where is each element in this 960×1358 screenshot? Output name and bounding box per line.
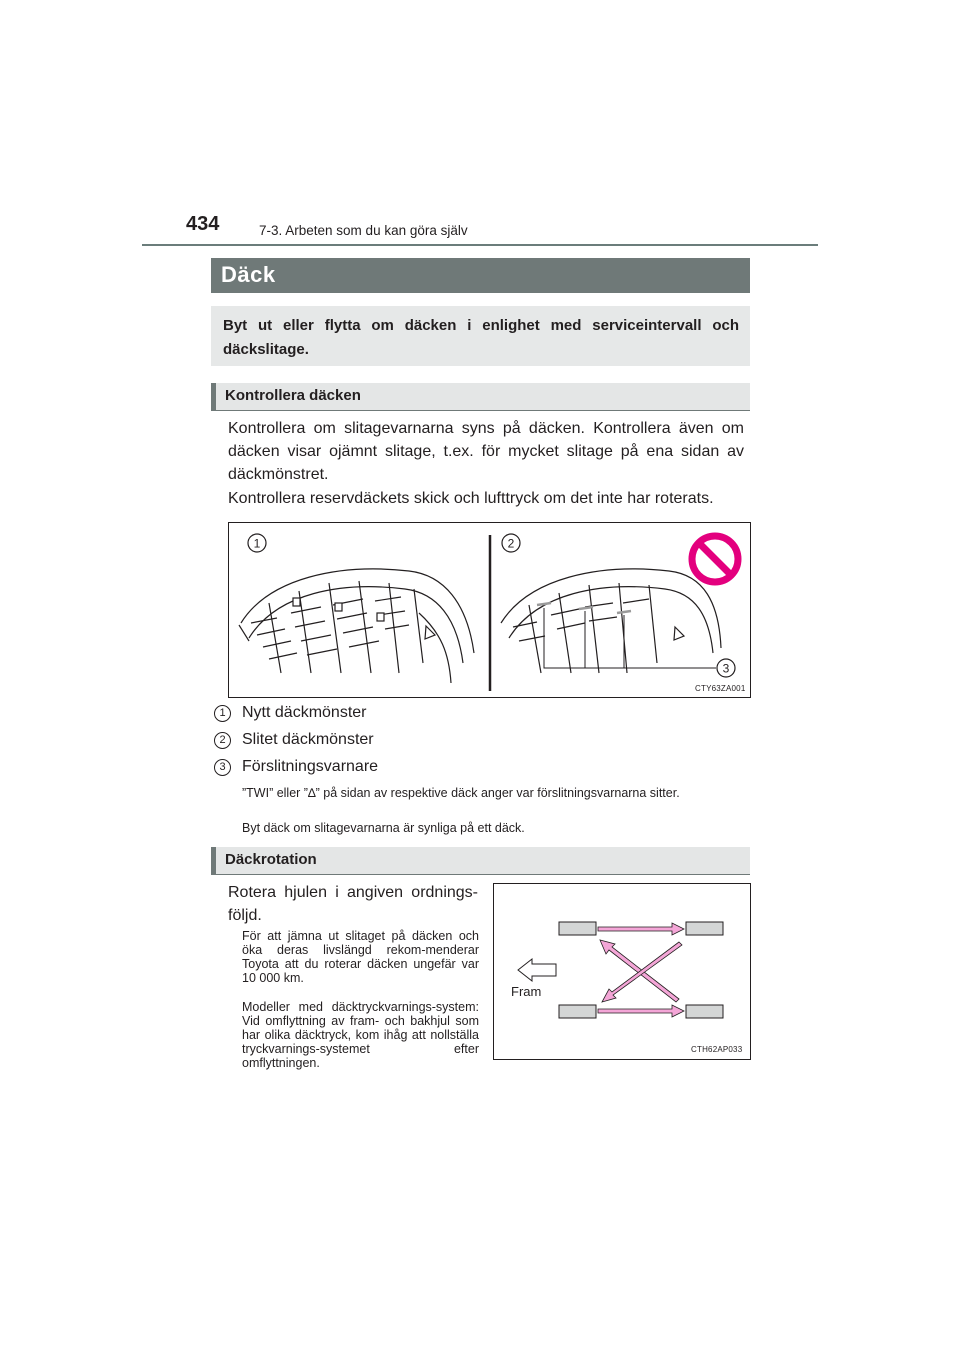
callout-1 [248,534,266,552]
callout-2-label: 2 [507,536,515,551]
legend-number: 2 [214,732,231,749]
rotation-diagram [494,884,750,1059]
rotation-figure-code: CTH62AP033 [691,1045,743,1054]
rotation-note-2: Modeller med däcktryckvarnings-system: Vid omflyttning av fram- och bakhjul som har olika däcktryck, kom ihåg att nollställa tryckvarnings-systemet efter omflyttningen. [242,1000,479,1070]
tread-figure-code: CTY63ZA001 [695,684,746,693]
twi-note: ”TWI” eller ”∆” på sidan av respektive däck anger var förslitningsvarnarna sitter. [242,786,680,800]
wheel-rear-left [559,1005,596,1018]
wheel-rear-right [686,1005,723,1018]
wheel-front-right [686,922,723,935]
header-divider [142,244,818,246]
front-direction-arrow-icon [518,959,556,981]
tread-illustration [229,523,750,697]
new-tread-tire [239,569,474,683]
callout-3-label: 3 [722,661,730,676]
legend-number: 3 [214,759,231,776]
rotation-paragraph: Rotera hjulen i angiven ordnings-följd. [228,884,478,924]
subheading-rotation [211,847,750,875]
subheading-accent [211,847,216,874]
callout-3 [717,659,735,677]
check-paragraph-2: Kontrollera reservdäckets skick och lufttryck om det inte har roterats. [228,490,714,507]
callout-2 [502,534,520,552]
no-entry-icon [692,536,738,582]
worn-tread-tire [501,569,721,673]
intro-box [211,306,750,366]
section-title: Däck [221,262,276,287]
check-paragraph-1: Kontrollera om slitagevarnarna syns på däcken. Kontrollera även om däcken visar ojämnt slitage, t.ex. för mycket slitage på ena sidan av däckmönstret. [228,420,744,483]
tread-figure [228,522,751,698]
subheading-label: Kontrollera däcken [225,387,361,404]
section-title-bar [211,258,750,293]
callout-1-label: 1 [253,536,261,551]
legend-number: 1 [214,705,231,722]
legend-label: Förslitningsvarnare [242,758,379,775]
rotation-figure [493,883,751,1060]
rotation-arrow-rear [598,1005,684,1017]
legend-label: Slitet däckmönster [242,731,374,748]
page-number: 434 [186,213,220,235]
subheading-check-tires [211,383,750,411]
wheel-front-left [559,922,596,935]
front-label: Fram [511,984,542,999]
replace-note: Byt däck om slitagevarnarna är synliga på ett däck. [242,821,525,835]
subheading-accent [211,383,216,410]
subheading-label: Däckrotation [225,851,317,868]
intro-text: Byt ut eller flytta om däcken i enlighet med serviceintervall och däckslitage. [223,317,739,358]
rotation-note-1: För att jämna ut slitaget på däcken och öka deras livslängd rekom-menderar Toyota att du roterar däcken ungefär var 10 000 km. [242,929,479,985]
legend-label: Nytt däckmönster [242,704,367,721]
chapter-title: 7-3. Arbeten som du kan göra själv [259,223,468,238]
rotation-arrow-front [598,923,684,935]
